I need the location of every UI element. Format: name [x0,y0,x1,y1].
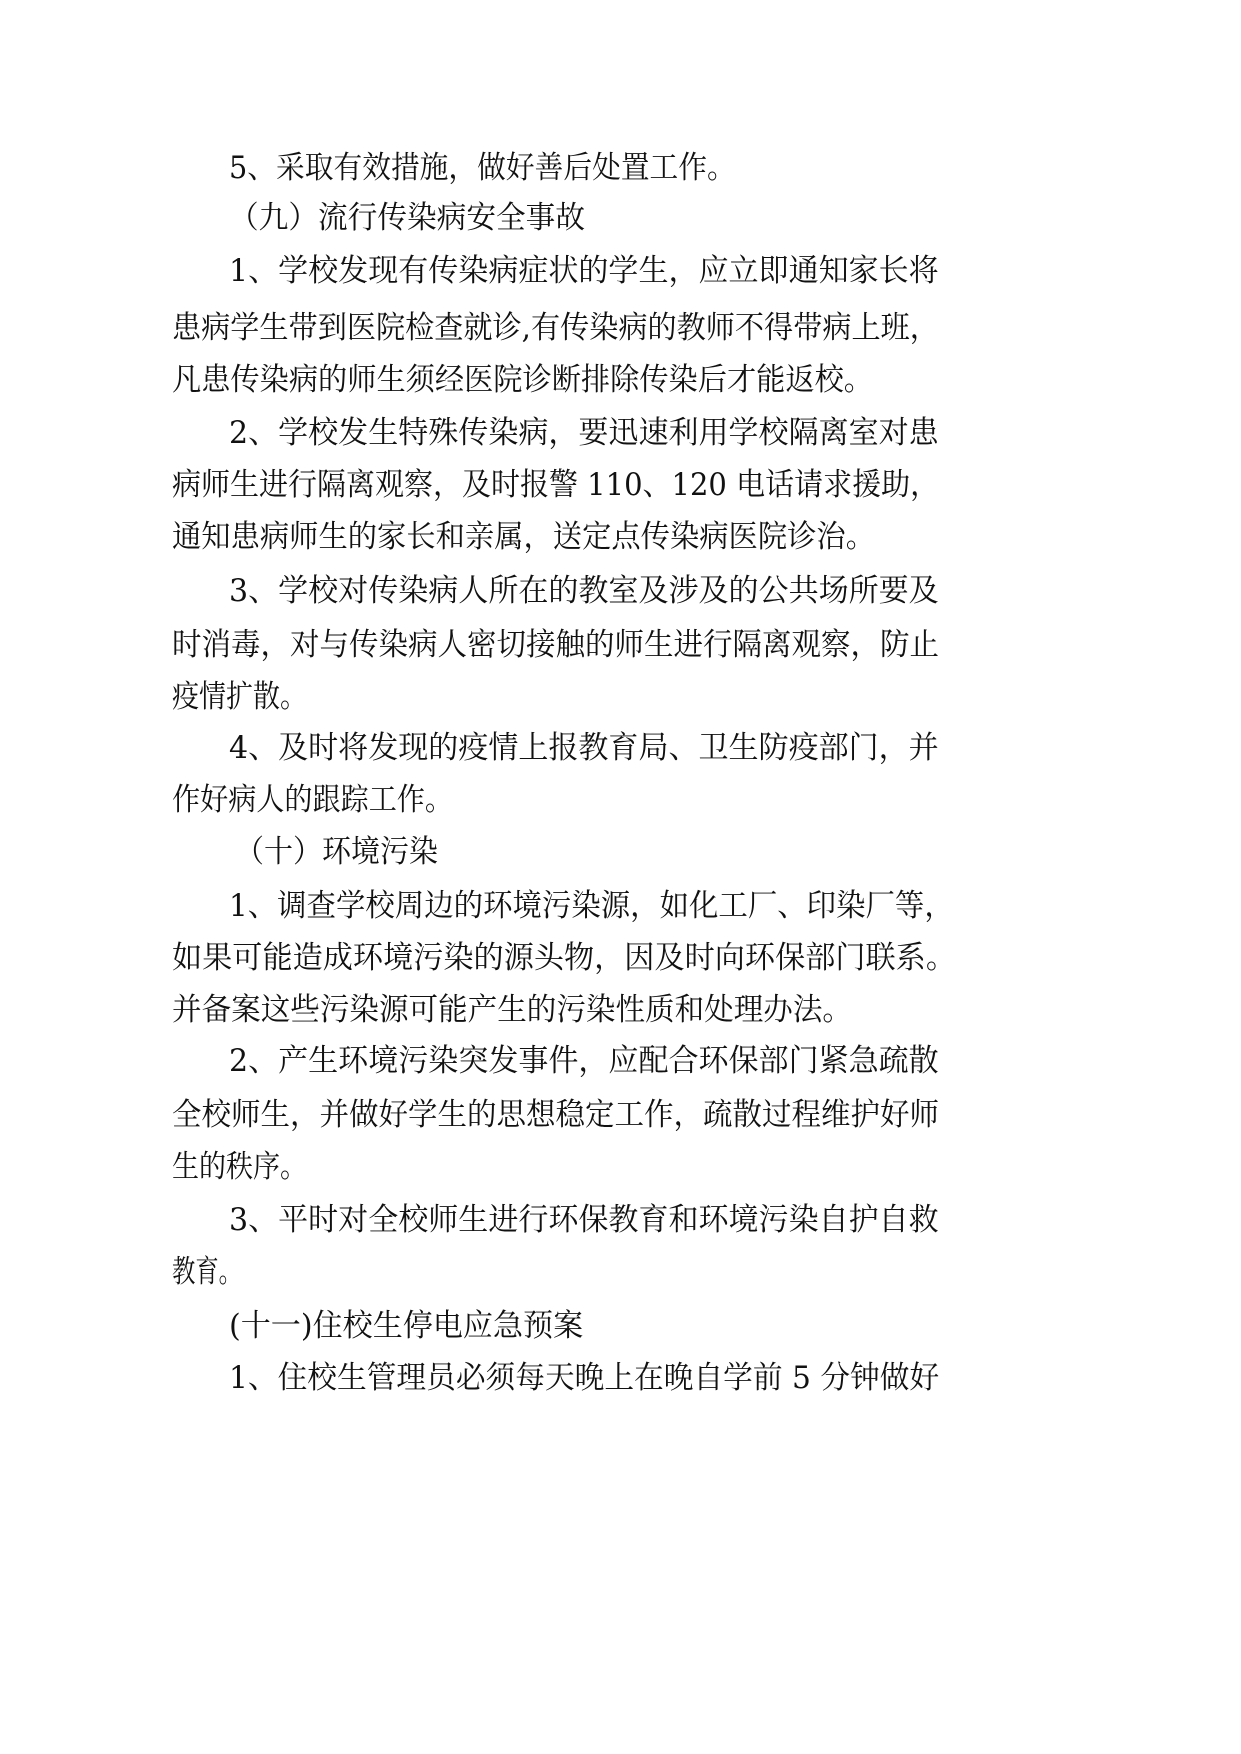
section-heading: （九）流行传染病安全事故 [229,200,586,236]
text-line: 1、学校发现有传染病症状的学生，应立即通知家长将 [229,253,939,289]
text-line: 4、及时将发现的疫情上报教育局、卫生防疫部门，并 [229,730,939,766]
text-line: 2、产生环境污染突发事件，应配合环保部门紧急疏散 [229,1043,939,1079]
text-line: 凡患传染病的师生须经医院诊断排除传染后才能返校。 [172,362,873,398]
text-line: 病师生进行隔离观察，及时报警 110、120 电话请求援助， [172,467,940,503]
section-heading: （十）环境污染 [235,834,439,870]
text-line: 患病学生带到医院检查就诊,有传染病的教师不得带病上班， [172,310,939,346]
text-line: 并备案这些污染源可能产生的污染性质和处理办法。 [172,992,852,1028]
text-line: 5、采取有效措施，做好善后处置工作。 [229,150,736,186]
text-line: 疫情扩散。 [172,679,308,715]
text-line: 3、平时对全校师生进行环保教育和环境污染自护自救 [229,1202,939,1238]
text-line: 2、学校发生特殊传染病，要迅速利用学校隔离室对患 [229,415,939,451]
text-line: 全校师生，并做好学生的思想稳定工作，疏散过程维护好师 [172,1097,939,1133]
text-line: 时消毒，对与传染病人密切接触的师生进行隔离观察，防止 [172,627,939,663]
text-line: 生的秩序。 [172,1149,308,1185]
text-line: 3、学校对传染病人所在的教室及涉及的公共场所要及 [229,573,939,609]
text-line: 1、调查学校周边的环境污染源，如化工厂、印染厂等， [229,888,954,924]
section-heading: (十一)住校生停电应急预案 [229,1308,584,1344]
text-line: 通知患病师生的家长和亲属，送定点传染病医院诊治。 [172,519,876,555]
text-line: 作好病人的跟踪工作。 [172,782,454,818]
text-line: 1、住校生管理员必须每天晚上在晚自学前 5 分钟做好 [229,1360,940,1396]
text-line: 教育。 [172,1254,243,1290]
text-line: 如果可能造成环境污染的源头物，因及时向环保部门联系。 [172,940,956,976]
